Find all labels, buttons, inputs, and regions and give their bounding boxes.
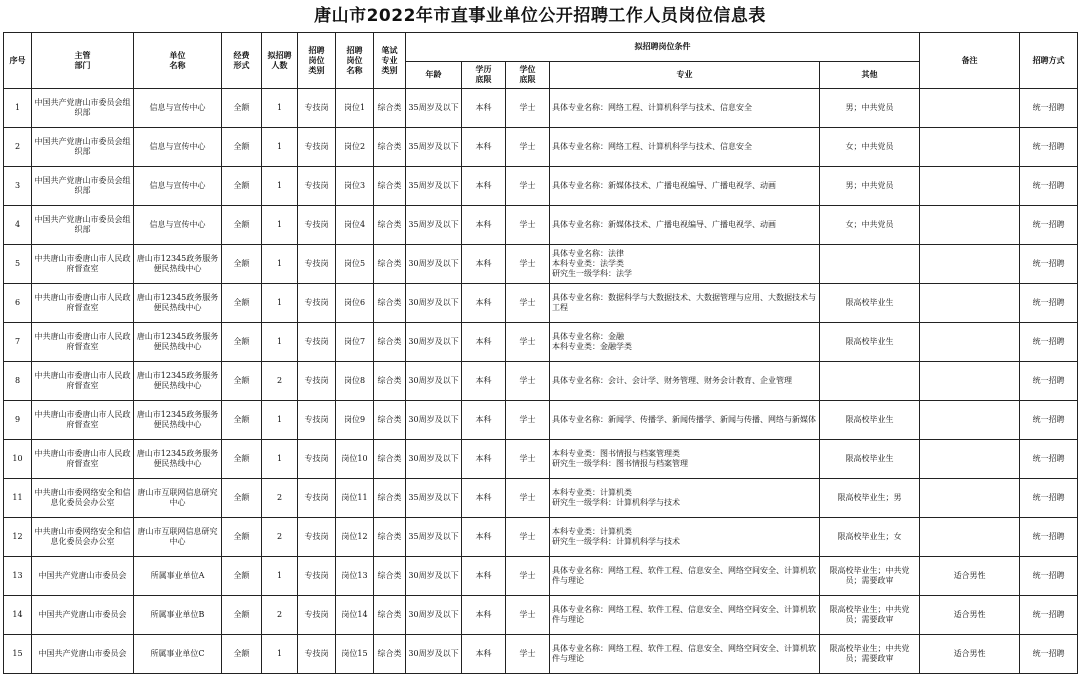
dept-cell: 中国共产党唐山市委员会	[32, 596, 134, 635]
age-cell: 35周岁及以下	[406, 206, 462, 245]
post-cell: 岗位11	[336, 479, 374, 518]
count-cell: 1	[262, 635, 298, 674]
header-degree: 学位 底限	[506, 62, 550, 89]
funding-cell: 全额	[222, 362, 262, 401]
dept-cell: 中国共产党唐山市委员会组织部	[32, 206, 134, 245]
method-cell: 统一招聘	[1020, 128, 1078, 167]
count-cell: 1	[262, 401, 298, 440]
header-exam: 笔试 专业 类别	[374, 33, 406, 89]
seq-cell: 11	[4, 479, 32, 518]
age-cell: 35周岁及以下	[406, 479, 462, 518]
exam-cell: 综合类	[374, 245, 406, 284]
category-cell: 专技岗	[298, 557, 336, 596]
table-row	[4, 284, 1078, 323]
age-cell: 35周岁及以下	[406, 518, 462, 557]
unit-cell: 信息与宣传中心	[134, 167, 222, 206]
funding-cell: 全额	[222, 479, 262, 518]
age-cell: 30周岁及以下	[406, 440, 462, 479]
other-cell: 限高校毕业生；中共党员；需要政审	[820, 635, 920, 674]
funding-cell: 全额	[222, 89, 262, 128]
category-cell: 专技岗	[298, 401, 336, 440]
exam-cell: 综合类	[374, 323, 406, 362]
edu-cell: 本科	[462, 596, 506, 635]
other-cell: 限高校毕业生；中共党员；需要政审	[820, 557, 920, 596]
exam-cell: 综合类	[374, 557, 406, 596]
degree-cell: 学士	[506, 401, 550, 440]
funding-cell: 全额	[222, 440, 262, 479]
category-cell: 专技岗	[298, 362, 336, 401]
other-cell: 女；中共党员	[820, 128, 920, 167]
dept-cell: 中共唐山市委唐山市人民政府督查室	[32, 401, 134, 440]
header-major: 专业	[550, 62, 820, 89]
exam-cell: 综合类	[374, 440, 406, 479]
table-body	[4, 89, 1078, 674]
post-cell: 岗位7	[336, 323, 374, 362]
method-cell: 统一招聘	[1020, 557, 1078, 596]
table-row	[4, 440, 1078, 479]
edu-cell: 本科	[462, 635, 506, 674]
method-cell: 统一招聘	[1020, 518, 1078, 557]
other-cell: 限高校毕业生	[820, 401, 920, 440]
seq-cell: 4	[4, 206, 32, 245]
other-cell: 限高校毕业生；中共党员；需要政审	[820, 596, 920, 635]
exam-cell: 综合类	[374, 206, 406, 245]
table-row	[4, 401, 1078, 440]
table-row	[4, 245, 1078, 284]
major-cell: 本科专业类：计算机类 研究生一级学科：计算机科学与技术	[550, 518, 820, 557]
unit-cell: 唐山市12345政务服务便民热线中心	[134, 440, 222, 479]
unit-cell: 唐山市12345政务服务便民热线中心	[134, 245, 222, 284]
funding-cell: 全额	[222, 128, 262, 167]
age-cell: 35周岁及以下	[406, 167, 462, 206]
unit-cell: 信息与宣传中心	[134, 89, 222, 128]
header-dept: 主管 部门	[32, 33, 134, 89]
post-cell: 岗位3	[336, 167, 374, 206]
category-cell: 专技岗	[298, 89, 336, 128]
exam-cell: 综合类	[374, 362, 406, 401]
remark-cell	[920, 479, 1020, 518]
funding-cell: 全额	[222, 596, 262, 635]
dept-cell: 中共唐山市委唐山市人民政府督查室	[32, 284, 134, 323]
funding-cell: 全额	[222, 167, 262, 206]
remark-cell	[920, 128, 1020, 167]
unit-cell: 唐山市互联网信息研究中心	[134, 518, 222, 557]
remark-cell	[920, 284, 1020, 323]
age-cell: 30周岁及以下	[406, 557, 462, 596]
major-cell: 具体专业名称：网络工程、软件工程、信息安全、网络空间安全、计算机软件与理论	[550, 635, 820, 674]
header-conditions: 拟招聘岗位条件	[406, 33, 920, 62]
table-row	[4, 362, 1078, 401]
dept-cell: 中国共产党唐山市委员会组织部	[32, 167, 134, 206]
remark-cell	[920, 245, 1020, 284]
exam-cell: 综合类	[374, 401, 406, 440]
age-cell: 30周岁及以下	[406, 596, 462, 635]
exam-cell: 综合类	[374, 479, 406, 518]
edu-cell: 本科	[462, 362, 506, 401]
table-row	[4, 635, 1078, 674]
count-cell: 1	[262, 284, 298, 323]
degree-cell: 学士	[506, 479, 550, 518]
other-cell: 限高校毕业生	[820, 284, 920, 323]
funding-cell: 全额	[222, 635, 262, 674]
header-category: 招聘 岗位 类别	[298, 33, 336, 89]
post-cell: 岗位6	[336, 284, 374, 323]
count-cell: 1	[262, 167, 298, 206]
method-cell: 统一招聘	[1020, 206, 1078, 245]
age-cell: 30周岁及以下	[406, 635, 462, 674]
method-cell: 统一招聘	[1020, 245, 1078, 284]
major-cell: 具体专业名称：网络工程、软件工程、信息安全、网络空间安全、计算机软件与理论	[550, 557, 820, 596]
seq-cell: 7	[4, 323, 32, 362]
method-cell: 统一招聘	[1020, 284, 1078, 323]
age-cell: 30周岁及以下	[406, 401, 462, 440]
major-cell: 具体专业名称：网络工程、计算机科学与技术、信息安全	[550, 89, 820, 128]
header-remark: 备注	[920, 33, 1020, 89]
post-cell: 岗位14	[336, 596, 374, 635]
unit-cell: 信息与宣传中心	[134, 206, 222, 245]
degree-cell: 学士	[506, 128, 550, 167]
count-cell: 1	[262, 557, 298, 596]
count-cell: 2	[262, 596, 298, 635]
major-cell: 具体专业名称：新媒体技术、广播电视编导、广播电视学、动画	[550, 167, 820, 206]
dept-cell: 中共唐山市委网络安全和信息化委员会办公室	[32, 518, 134, 557]
other-cell: 限高校毕业生；女	[820, 518, 920, 557]
count-cell: 1	[262, 206, 298, 245]
post-cell: 岗位2	[336, 128, 374, 167]
post-cell: 岗位8	[336, 362, 374, 401]
other-cell: 女；中共党员	[820, 206, 920, 245]
major-cell: 具体专业名称：数据科学与大数据技术、大数据管理与应用、大数据技术与工程	[550, 284, 820, 323]
dept-cell: 中国共产党唐山市委员会组织部	[32, 89, 134, 128]
exam-cell: 综合类	[374, 635, 406, 674]
count-cell: 1	[262, 440, 298, 479]
count-cell: 2	[262, 518, 298, 557]
count-cell: 1	[262, 245, 298, 284]
major-cell: 本科专业类：计算机类 研究生一级学科：计算机科学与技术	[550, 479, 820, 518]
edu-cell: 本科	[462, 479, 506, 518]
category-cell: 专技岗	[298, 245, 336, 284]
post-cell: 岗位9	[336, 401, 374, 440]
seq-cell: 5	[4, 245, 32, 284]
remark-cell	[920, 89, 1020, 128]
table-row	[4, 557, 1078, 596]
seq-cell: 2	[4, 128, 32, 167]
method-cell: 统一招聘	[1020, 479, 1078, 518]
other-cell: 限高校毕业生	[820, 323, 920, 362]
degree-cell: 学士	[506, 635, 550, 674]
header-seq: 序号	[4, 33, 32, 89]
exam-cell: 综合类	[374, 596, 406, 635]
category-cell: 专技岗	[298, 206, 336, 245]
degree-cell: 学士	[506, 323, 550, 362]
major-cell: 具体专业名称：网络工程、软件工程、信息安全、网络空间安全、计算机软件与理论	[550, 596, 820, 635]
age-cell: 30周岁及以下	[406, 362, 462, 401]
major-cell: 具体专业名称：金融 本科专业类：金融学类	[550, 323, 820, 362]
count-cell: 1	[262, 89, 298, 128]
age-cell: 30周岁及以下	[406, 323, 462, 362]
positions-table	[3, 32, 1078, 674]
degree-cell: 学士	[506, 440, 550, 479]
post-cell: 岗位4	[336, 206, 374, 245]
unit-cell: 信息与宣传中心	[134, 128, 222, 167]
degree-cell: 学士	[506, 167, 550, 206]
dept-cell: 中国共产党唐山市委员会组织部	[32, 128, 134, 167]
method-cell: 统一招聘	[1020, 596, 1078, 635]
seq-cell: 3	[4, 167, 32, 206]
seq-cell: 8	[4, 362, 32, 401]
degree-cell: 学士	[506, 245, 550, 284]
exam-cell: 综合类	[374, 128, 406, 167]
count-cell: 2	[262, 362, 298, 401]
age-cell: 30周岁及以下	[406, 284, 462, 323]
remark-cell	[920, 362, 1020, 401]
major-cell: 具体专业名称：新闻学、传播学、新闻传播学、新闻与传播、网络与新媒体	[550, 401, 820, 440]
table-row	[4, 167, 1078, 206]
edu-cell: 本科	[462, 128, 506, 167]
method-cell: 统一招聘	[1020, 89, 1078, 128]
remark-cell	[920, 440, 1020, 479]
other-cell: 限高校毕业生；男	[820, 479, 920, 518]
unit-cell: 所属事业单位C	[134, 635, 222, 674]
header-edu: 学历 底限	[462, 62, 506, 89]
age-cell: 35周岁及以下	[406, 89, 462, 128]
degree-cell: 学士	[506, 89, 550, 128]
seq-cell: 1	[4, 89, 32, 128]
table-row	[4, 128, 1078, 167]
page-title: 唐山市2022年市直事业单位公开招聘工作人员岗位信息表	[314, 6, 766, 26]
post-cell: 岗位12	[336, 518, 374, 557]
edu-cell: 本科	[462, 167, 506, 206]
post-cell: 岗位15	[336, 635, 374, 674]
remark-cell: 适合男性	[920, 557, 1020, 596]
edu-cell: 本科	[462, 401, 506, 440]
header-unit: 单位 名称	[134, 33, 222, 89]
remark-cell	[920, 518, 1020, 557]
method-cell: 统一招聘	[1020, 167, 1078, 206]
dept-cell: 中国共产党唐山市委员会	[32, 635, 134, 674]
funding-cell: 全额	[222, 284, 262, 323]
edu-cell: 本科	[462, 245, 506, 284]
count-cell: 1	[262, 128, 298, 167]
exam-cell: 综合类	[374, 518, 406, 557]
remark-cell: 适合男性	[920, 596, 1020, 635]
age-cell: 30周岁及以下	[406, 245, 462, 284]
edu-cell: 本科	[462, 323, 506, 362]
unit-cell: 唐山市12345政务服务便民热线中心	[134, 323, 222, 362]
table-row	[4, 518, 1078, 557]
post-cell: 岗位10	[336, 440, 374, 479]
funding-cell: 全额	[222, 557, 262, 596]
seq-cell: 15	[4, 635, 32, 674]
other-cell	[820, 362, 920, 401]
degree-cell: 学士	[506, 284, 550, 323]
remark-cell	[920, 167, 1020, 206]
dept-cell: 中共唐山市委唐山市人民政府督查室	[32, 440, 134, 479]
other-cell: 男；中共党员	[820, 167, 920, 206]
edu-cell: 本科	[462, 440, 506, 479]
post-cell: 岗位1	[336, 89, 374, 128]
table-row	[4, 479, 1078, 518]
post-cell: 岗位13	[336, 557, 374, 596]
method-cell: 统一招聘	[1020, 323, 1078, 362]
header-method: 招聘方式	[1020, 33, 1078, 89]
category-cell: 专技岗	[298, 323, 336, 362]
count-cell: 1	[262, 323, 298, 362]
remark-cell	[920, 401, 1020, 440]
header-count: 拟招聘 人数	[262, 33, 298, 89]
seq-cell: 6	[4, 284, 32, 323]
dept-cell: 中国共产党唐山市委员会	[32, 557, 134, 596]
other-cell: 限高校毕业生	[820, 440, 920, 479]
remark-cell: 适合男性	[920, 635, 1020, 674]
dept-cell: 中共唐山市委唐山市人民政府督查室	[32, 362, 134, 401]
edu-cell: 本科	[462, 518, 506, 557]
method-cell: 统一招聘	[1020, 362, 1078, 401]
degree-cell: 学士	[506, 362, 550, 401]
remark-cell	[920, 323, 1020, 362]
table-row	[4, 323, 1078, 362]
unit-cell: 唐山市12345政务服务便民热线中心	[134, 401, 222, 440]
other-cell	[820, 245, 920, 284]
category-cell: 专技岗	[298, 128, 336, 167]
edu-cell: 本科	[462, 284, 506, 323]
age-cell: 35周岁及以下	[406, 128, 462, 167]
category-cell: 专技岗	[298, 518, 336, 557]
seq-cell: 13	[4, 557, 32, 596]
category-cell: 专技岗	[298, 596, 336, 635]
seq-cell: 10	[4, 440, 32, 479]
header-funding: 经费 形式	[222, 33, 262, 89]
remark-cell	[920, 206, 1020, 245]
table-row	[4, 596, 1078, 635]
method-cell: 统一招聘	[1020, 635, 1078, 674]
major-cell: 具体专业名称：会计、会计学、财务管理、财务会计教育、企业管理	[550, 362, 820, 401]
unit-cell: 所属事业单位B	[134, 596, 222, 635]
seq-cell: 12	[4, 518, 32, 557]
unit-cell: 所属事业单位A	[134, 557, 222, 596]
unit-cell: 唐山市互联网信息研究中心	[134, 479, 222, 518]
category-cell: 专技岗	[298, 284, 336, 323]
funding-cell: 全额	[222, 245, 262, 284]
edu-cell: 本科	[462, 206, 506, 245]
category-cell: 专技岗	[298, 479, 336, 518]
method-cell: 统一招聘	[1020, 440, 1078, 479]
major-cell: 具体专业名称：法律 本科专业类：法学类 研究生一级学科：法学	[550, 245, 820, 284]
method-cell: 统一招聘	[1020, 401, 1078, 440]
funding-cell: 全额	[222, 401, 262, 440]
category-cell: 专技岗	[298, 440, 336, 479]
degree-cell: 学士	[506, 557, 550, 596]
seq-cell: 9	[4, 401, 32, 440]
major-cell: 本科专业类：图书情报与档案管理类 研究生一级学科：图书情报与档案管理	[550, 440, 820, 479]
edu-cell: 本科	[462, 557, 506, 596]
degree-cell: 学士	[506, 206, 550, 245]
seq-cell: 14	[4, 596, 32, 635]
header-other: 其他	[820, 62, 920, 89]
degree-cell: 学士	[506, 518, 550, 557]
category-cell: 专技岗	[298, 167, 336, 206]
header-age: 年龄	[406, 62, 462, 89]
exam-cell: 综合类	[374, 89, 406, 128]
funding-cell: 全额	[222, 518, 262, 557]
major-cell: 具体专业名称：网络工程、计算机科学与技术、信息安全	[550, 128, 820, 167]
dept-cell: 中共唐山市委唐山市人民政府督查室	[32, 245, 134, 284]
category-cell: 专技岗	[298, 635, 336, 674]
exam-cell: 综合类	[374, 284, 406, 323]
unit-cell: 唐山市12345政务服务便民热线中心	[134, 362, 222, 401]
dept-cell: 中共唐山市委唐山市人民政府督查室	[32, 323, 134, 362]
dept-cell: 中共唐山市委网络安全和信息化委员会办公室	[32, 479, 134, 518]
table-row	[4, 206, 1078, 245]
major-cell: 具体专业名称：新媒体技术、广播电视编导、广播电视学、动画	[550, 206, 820, 245]
funding-cell: 全额	[222, 323, 262, 362]
degree-cell: 学士	[506, 596, 550, 635]
unit-cell: 唐山市12345政务服务便民热线中心	[134, 284, 222, 323]
funding-cell: 全额	[222, 206, 262, 245]
header-post: 招聘 岗位 名称	[336, 33, 374, 89]
edu-cell: 本科	[462, 89, 506, 128]
count-cell: 2	[262, 479, 298, 518]
other-cell: 男；中共党员	[820, 89, 920, 128]
post-cell: 岗位5	[336, 245, 374, 284]
table-row	[4, 89, 1078, 128]
exam-cell: 综合类	[374, 167, 406, 206]
